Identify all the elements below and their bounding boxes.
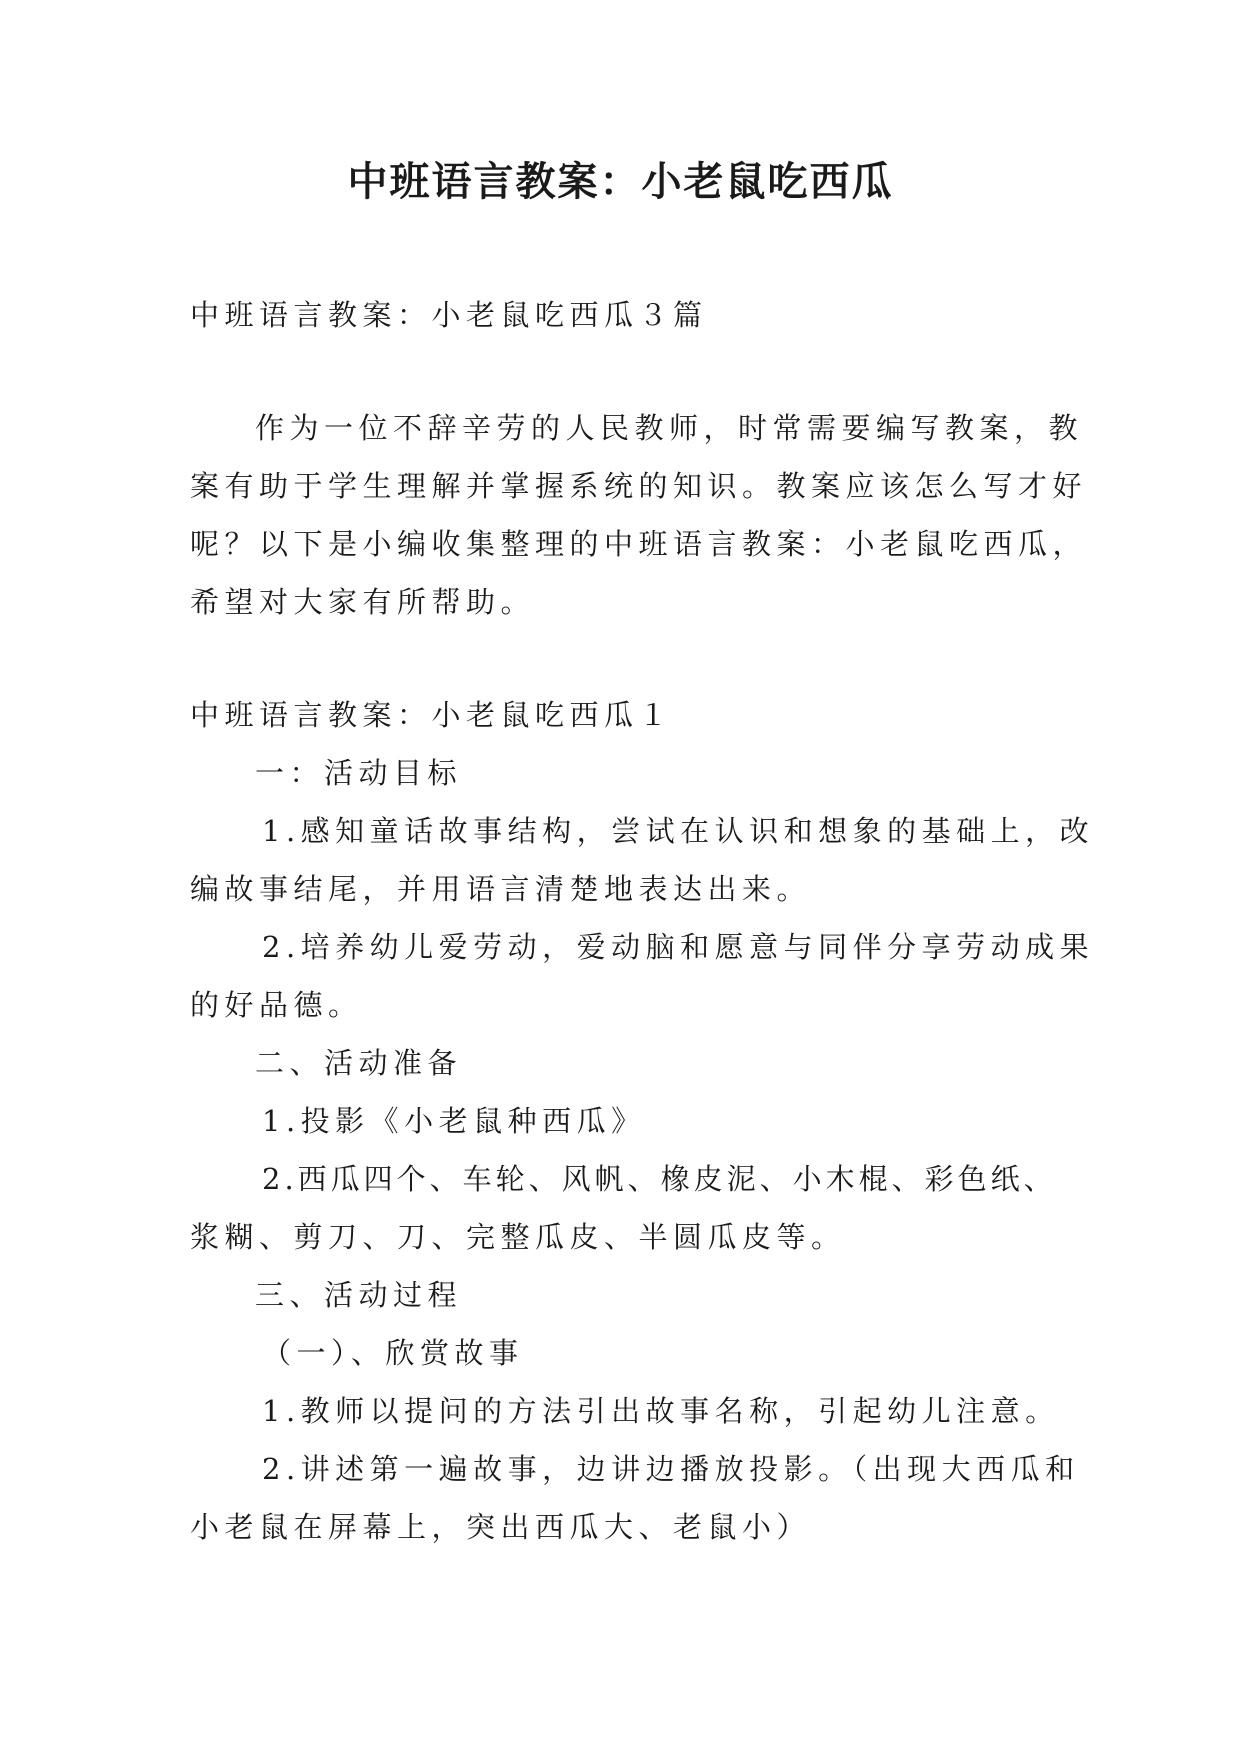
section-heading: 中班语言教案：小老鼠吃西瓜１: [190, 698, 674, 732]
intro-line-2: 案有助于学生理解并掌握系统的知识。教案应该怎么写才好: [190, 469, 1088, 503]
subtitle-line: 中班语言教案：小老鼠吃西瓜３篇: [190, 298, 708, 332]
goal-2-line-2: 的好品德。: [190, 988, 363, 1022]
document-title: 中班语言教案：小老鼠吃西瓜: [347, 158, 894, 205]
prep-2-line-2: 浆糊、剪刀、刀、完整瓜皮、半圆瓜皮等。: [190, 1220, 846, 1254]
heading-preparation: 二、活动准备: [255, 1046, 463, 1080]
process-1: 1.教师以提问的方法引出故事名称，引起幼儿注意。: [262, 1394, 1060, 1428]
goal-2-line-1: 2.培养幼儿爱劳动，爱动脑和愿意与同伴分享劳动成果: [262, 930, 1095, 964]
heading-goals: 一：活动目标: [255, 756, 463, 790]
process-2-line-1: 2.讲述第一遍故事，边讲边播放投影。（出现大西瓜和: [262, 1452, 1080, 1486]
prep-2-line-1: 2.西瓜四个、车轮、风帆、橡皮泥、小木棍、彩色纸、: [262, 1162, 1057, 1196]
subheading-story: （一）、欣赏故事: [262, 1336, 524, 1370]
heading-process: 三、活动过程: [255, 1278, 463, 1312]
process-2-line-2: 小老鼠在屏幕上，突出西瓜大、老鼠小）: [190, 1510, 812, 1544]
goal-1-line-1: 1.感知童话故事结构，尝试在认识和想象的基础上，改: [262, 814, 1095, 848]
goal-1-line-2: 编故事结尾，并用语言清楚地表达出来。: [190, 872, 812, 906]
intro-line-1: 作为一位不辞辛劳的人民教师，时常需要编写教案，教: [255, 411, 1084, 445]
intro-line-3: 呢？以下是小编收集整理的中班语言教案：小老鼠吃西瓜，: [190, 527, 1088, 561]
prep-1: 1.投影《小老鼠种西瓜》: [262, 1104, 646, 1138]
intro-line-4: 希望对大家有所帮助。: [190, 585, 536, 619]
